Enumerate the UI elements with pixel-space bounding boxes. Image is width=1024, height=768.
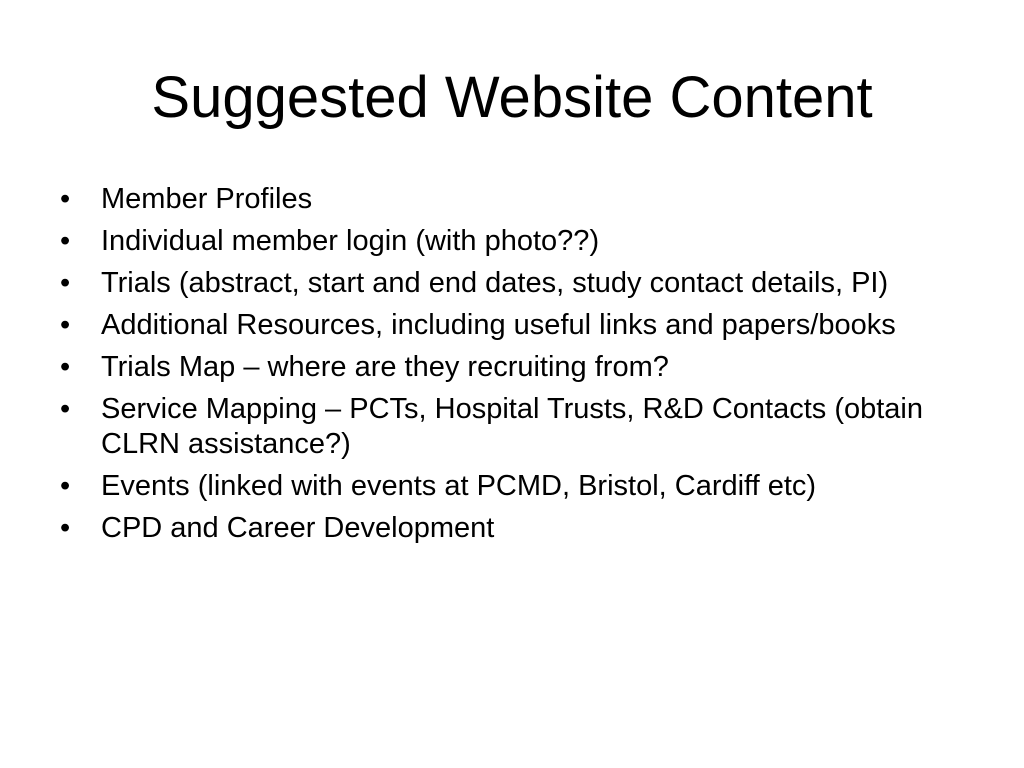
list-item-text: Individual member login (with photo??) xyxy=(101,225,600,257)
list-item-text: Member Profiles xyxy=(101,183,313,215)
list-item-text: Service Mapping – PCTs, Hospital Trusts, R&D Contacts (obtain CLRN assistance?) xyxy=(101,393,923,460)
bullet-list xyxy=(56,182,986,553)
list-item xyxy=(56,224,986,259)
bullet-icon: • xyxy=(60,512,71,544)
list-item xyxy=(56,266,986,301)
list-item-text: Trials (abstract, start and end dates, study contact details, PI) xyxy=(101,267,889,299)
bullet-icon: • xyxy=(60,183,71,215)
bullet-icon: • xyxy=(60,393,71,425)
bullet-icon: • xyxy=(60,267,71,299)
list-item-text: Additional Resources, including useful links and papers/books xyxy=(101,309,896,341)
slide-title: Suggested Website Content xyxy=(151,65,873,130)
list-item-text: Trials Map – where are they recruiting from? xyxy=(101,351,669,383)
list-item-text: CPD and Career Development xyxy=(101,512,495,544)
bullet-icon: • xyxy=(60,309,71,341)
list-item xyxy=(56,511,986,546)
list-item xyxy=(56,182,986,217)
bullet-icon: • xyxy=(60,470,71,502)
list-item-text: Events (linked with events at PCMD, Bristol, Cardiff etc) xyxy=(101,470,817,502)
bullet-icon: • xyxy=(60,225,71,257)
list-item xyxy=(56,392,986,462)
list-item xyxy=(56,350,986,385)
list-item xyxy=(56,469,986,504)
bullet-icon: • xyxy=(60,351,71,383)
list-item xyxy=(56,308,986,343)
